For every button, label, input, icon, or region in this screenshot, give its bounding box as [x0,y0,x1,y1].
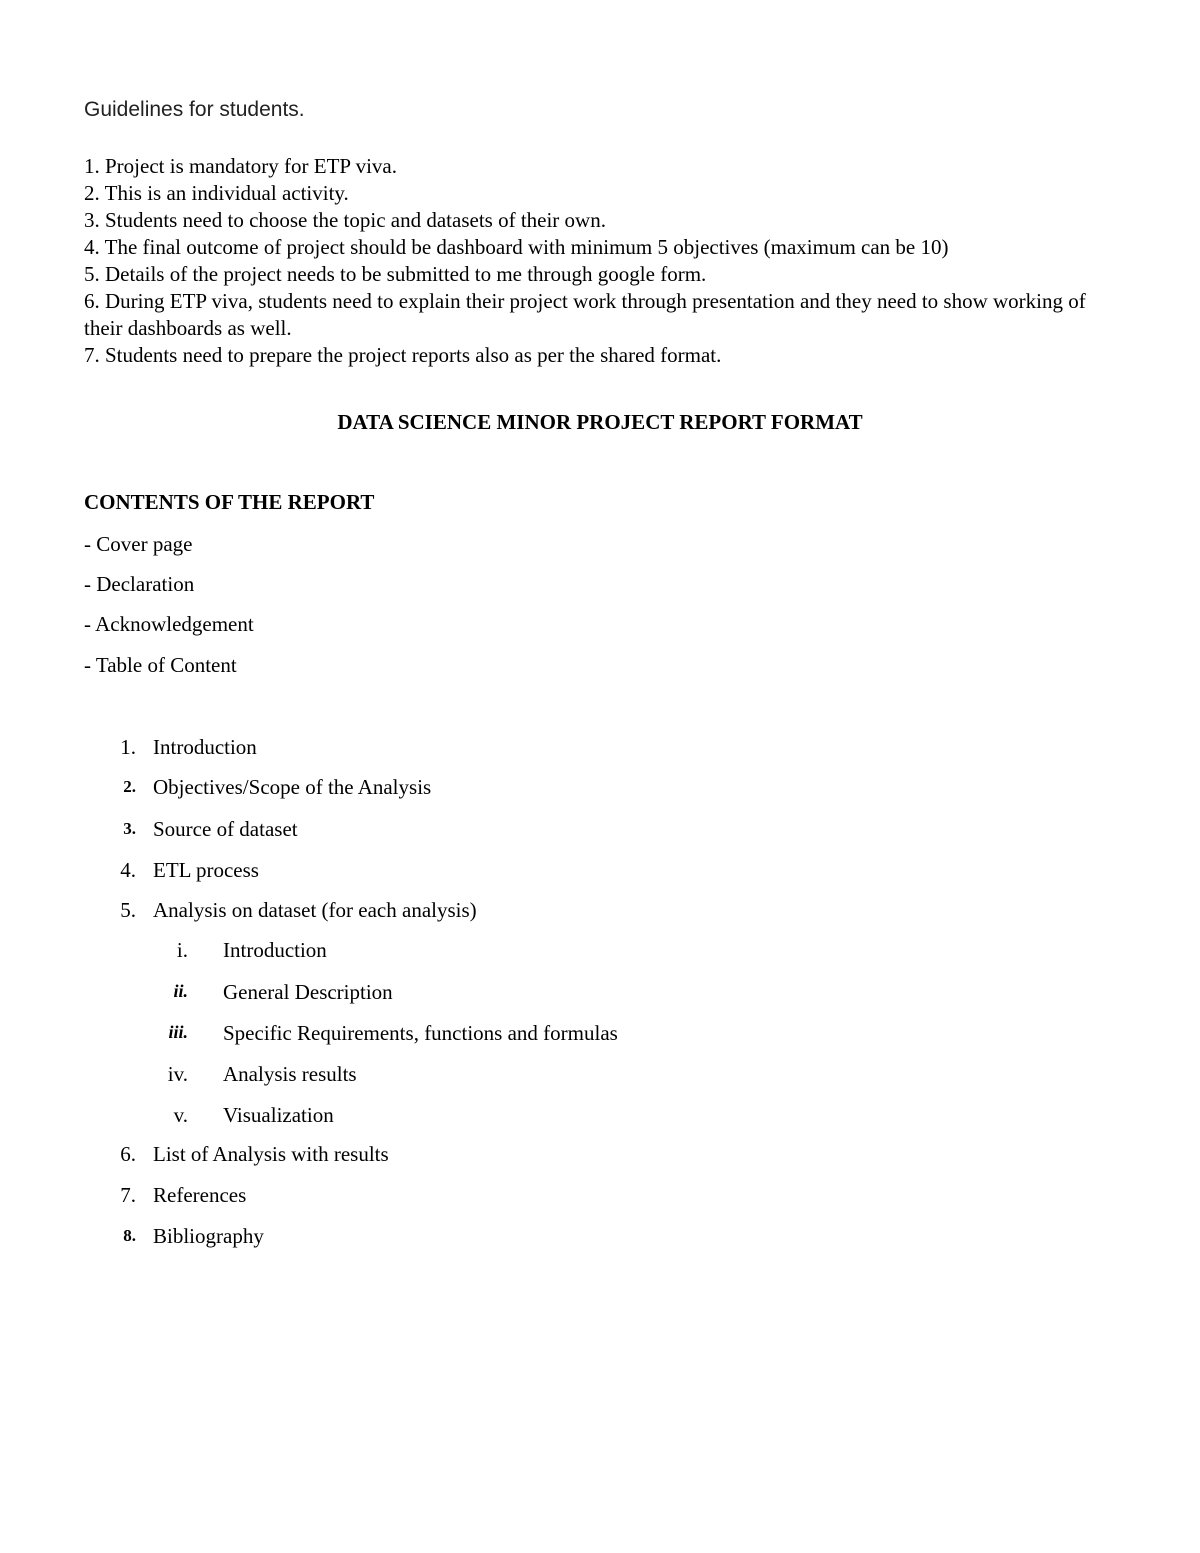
sub-item-marker: v. [173,1103,188,1127]
guideline-item: 1. Project is mandatory for ETP viva. [84,154,397,178]
guideline-item: 3. Students need to choose the topic and datasets of their own. [84,208,606,232]
chapter-number: 3. [123,819,136,838]
sub-item-label: Introduction [223,938,327,962]
guideline-item: 4. The final outcome of project should be dashboard with minimum 5 objectives (maximum can be 10) [84,235,949,259]
guideline-item: 6. During ETP viva, students need to explain their project work through presentation and they need to show working of their dashboards as well. [84,289,1086,340]
chapter-label: List of Analysis with results [153,1142,389,1166]
chapter-number: 8. [123,1226,136,1245]
guideline-item: 7. Students need to prepare the project reports also as per the shared format. [84,343,722,367]
sub-item-label: Visualization [223,1103,334,1127]
front-matter-item: - Acknowledgement [84,612,254,636]
chapter-label: References [153,1183,247,1207]
guideline-item: 2. This is an individual activity. [84,181,349,205]
chapter-label: Bibliography [153,1224,264,1248]
sub-item-marker: iii. [168,1022,188,1042]
chapter-number: 7. [120,1183,136,1207]
chapter-label: Introduction [153,735,257,759]
sub-item-label: Specific Requirements, functions and formulas [223,1021,618,1045]
chapter-label: Analysis on dataset (for each analysis) [153,898,477,922]
guidelines-list [84,153,1124,369]
report-format-heading: DATA SCIENCE MINOR PROJECT REPORT FORMAT [337,410,863,434]
contents-heading: CONTENTS OF THE REPORT [84,490,375,514]
sub-item-marker: iv. [167,1062,188,1086]
guideline-item: 5. Details of the project needs to be submitted to me through google form. [84,262,707,286]
sub-item-label: General Description [223,980,393,1004]
chapter-number: 2. [123,777,136,796]
chapter-number: 6. [120,1142,136,1166]
guidelines-title: Guidelines for students. [84,98,305,121]
chapter-number: 5. [120,898,136,922]
front-matter-item: - Cover page [84,532,193,556]
chapter-number: 1. [120,735,136,759]
sub-item-label: Analysis results [223,1062,357,1086]
sub-item-marker: i. [176,938,188,962]
chapter-label: Source of dataset [153,817,298,841]
chapter-label: ETL process [153,858,259,882]
chapter-label: Objectives/Scope of the Analysis [153,775,432,799]
front-matter-item: - Table of Content [84,653,237,677]
front-matter-item: - Declaration [84,572,195,596]
sub-item-marker: ii. [173,981,188,1001]
chapter-number: 4. [120,858,136,882]
